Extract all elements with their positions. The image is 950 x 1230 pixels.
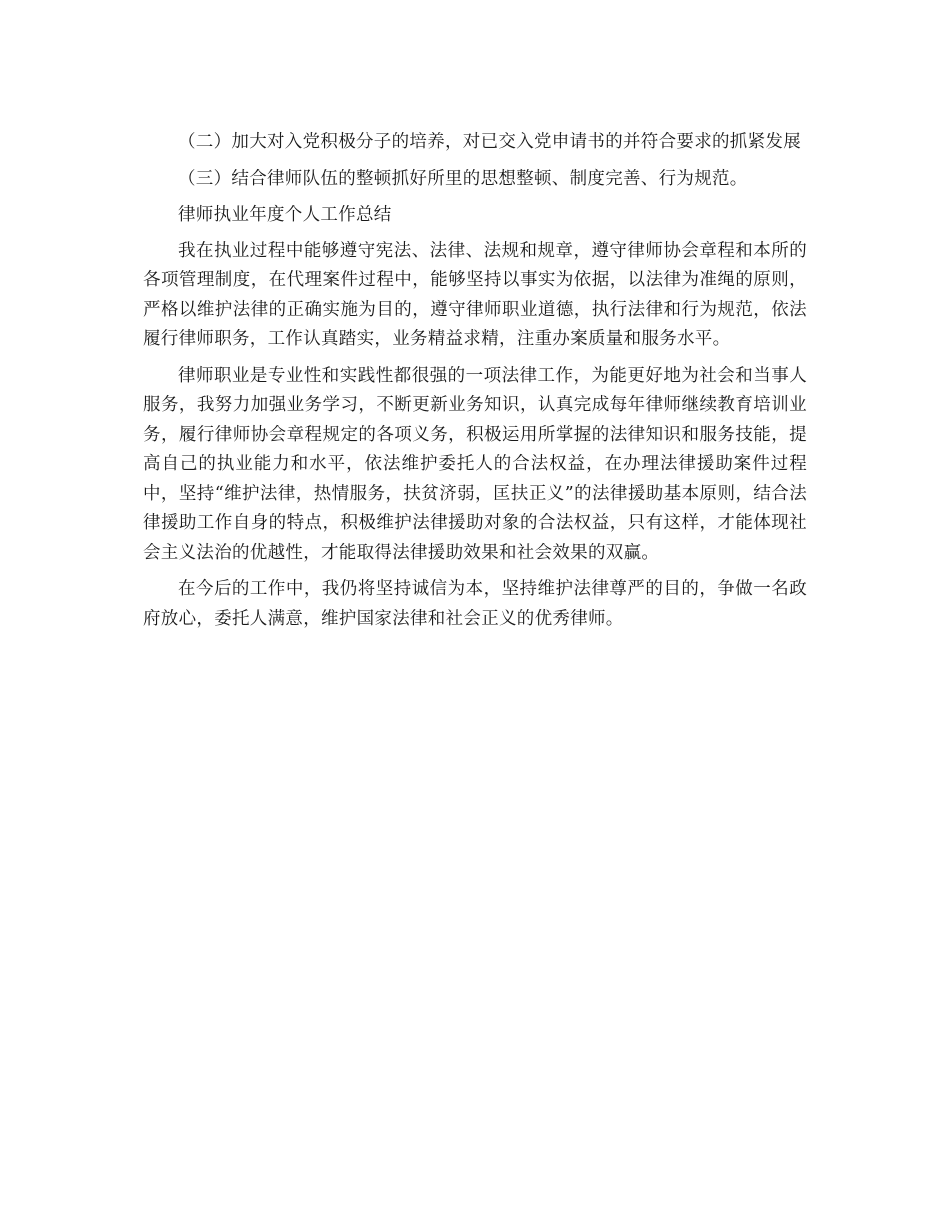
paragraph-future-commitment: 在今后的工作中，我仍将坚持诚信为本，坚持维护法律尊严的目的，争做一名政府放心，委托人满意，维护国家法律和社会正义的优秀律师。 [143, 579, 807, 629]
paragraph-item-2: （二）加大对入党积极分子的培养，对已交入党申请书的并符合要求的抓紧发展 [178, 132, 801, 152]
paragraph-item-3: （三）结合律师队伍的整顿抓好所里的思想整顿、制度完善、行为规范。 [178, 168, 748, 189]
document-body [143, 128, 807, 641]
section-title: 律师执业年度个人工作总结 [178, 205, 392, 225]
paragraph-compliance: 我在执业过程中能够遵守宪法、法律、法规和规章，遵守律师协会章程和本所的各项管理制度，在代理案件过程中，能够坚持以事实为依据，以法律为准绳的原则，严格以维护法律的正确实施为目的，遵守律师职业道德，执行法律和行为规范，依法履行律师职务，工作认真踏实，业务精益求精，注重办案质量和服务水平。 [143, 240, 807, 349]
paragraph-professional-development: 律师职业是专业性和实践性都很强的一项法律工作，为能更好地为社会和当事人服务，我努力加强业务学习，不断更新业务知识，认真完成每年律师继续教育培训业务，履行律师协会章程规定的各项义务，积极运用所掌握的法律知识和服务技能，提高自己的执业能力和水平，依法维护委托人的合法权益，在办理法律援助案件过程中，坚持“维护法律，热情服务，扶贫济弱，匡扶正义”的法律援助基本原则，结合法律援助工作自身的特点，积极维护法律援助对象的合法权益，只有这样，才能体现社会主义法治的优越性，才能取得法律援助效果和社会效果的双赢。 [143, 365, 807, 563]
